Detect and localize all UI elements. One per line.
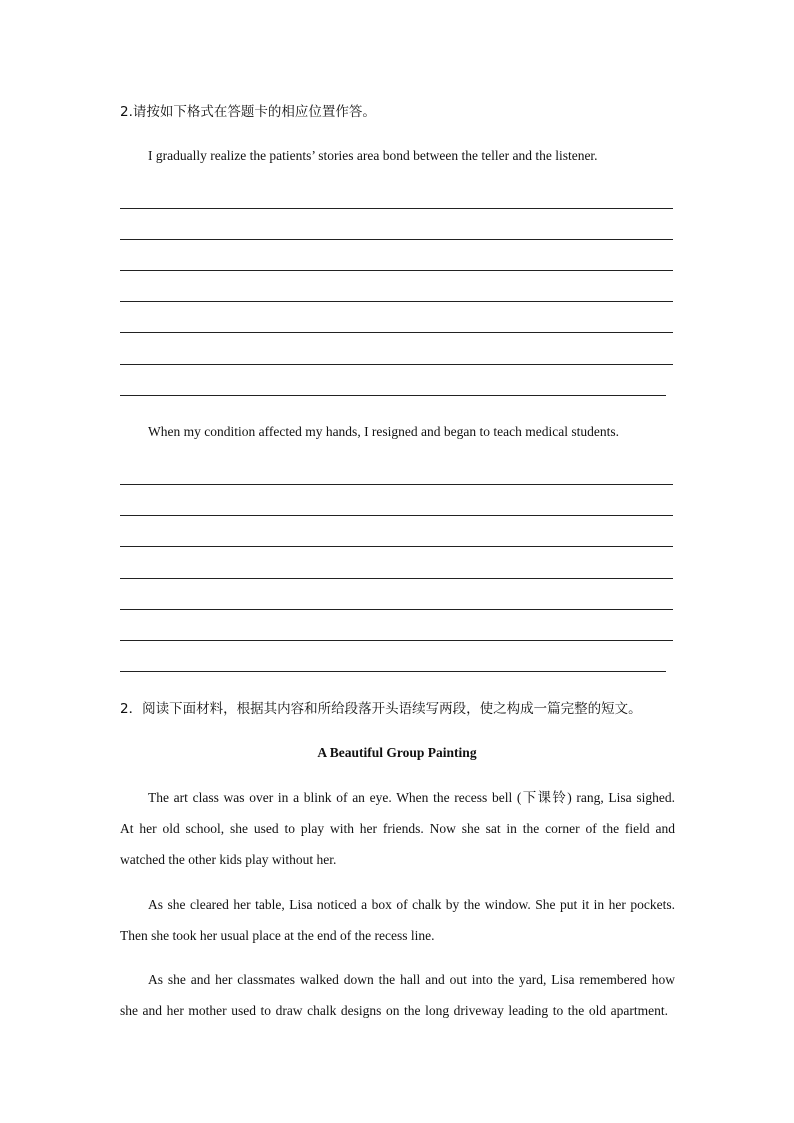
answer-line xyxy=(120,640,673,641)
answer-line xyxy=(120,332,673,333)
task2-instruction: 2．阅读下面材料，根据其内容和所给段落开头语续写两段，使之构成一篇完整的短文。 xyxy=(120,701,642,717)
paragraph-line: As she cleared her table, Lisa noticed a box of chalk by the window. She put it in her pockets. xyxy=(148,897,675,912)
answer-line xyxy=(120,208,673,209)
answer-line xyxy=(120,671,666,672)
answer-line xyxy=(120,301,673,302)
answer-line xyxy=(120,578,673,579)
answer-line xyxy=(120,239,673,240)
paragraph-line: Then she took her usual place at the end of the recess line. xyxy=(120,928,435,943)
answer-line xyxy=(120,546,673,547)
answer-line xyxy=(120,515,673,516)
answer-line xyxy=(120,484,673,485)
answer-line xyxy=(120,364,673,365)
answer-line xyxy=(120,395,666,396)
continuation-prompt-1: I gradually realize the patients’ stories area bond between the teller and the listener. xyxy=(148,148,598,163)
continuation-prompt-2: When my condition affected my hands, I resigned and began to teach medical students. xyxy=(148,424,619,439)
paragraph-line: At her old school, she used to play with her friends. Now she sat in the corner of the field and xyxy=(120,821,675,836)
answer-line xyxy=(120,609,673,610)
paragraph-line: As she and her classmates walked down the hall and out into the yard, Lisa remembered how xyxy=(148,972,675,987)
answer-line xyxy=(120,270,673,271)
task1-instruction: 2.请按如下格式在答题卡的相应位置作答。 xyxy=(120,104,376,120)
paragraph-line: watched the other kids play without her. xyxy=(120,852,337,867)
passage-title: A Beautiful Group Painting xyxy=(317,745,477,760)
paragraph-line: she and her mother used to draw chalk designs on the long driveway leading to the old apartment. xyxy=(120,1003,668,1018)
paragraph-line: The art class was over in a blink of an eye. When the recess bell (下课铃) rang, Lisa sighed. xyxy=(148,790,675,805)
